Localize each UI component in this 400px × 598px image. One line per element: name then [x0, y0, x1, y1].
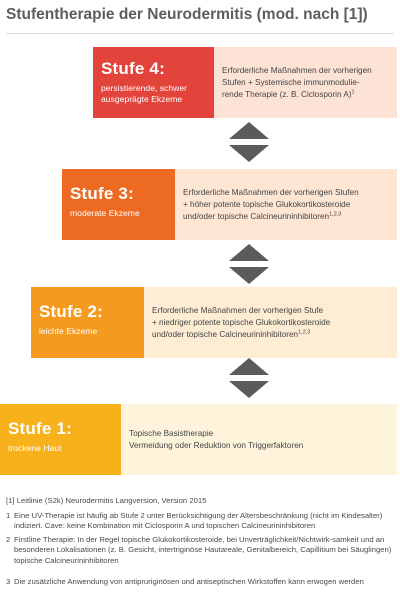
stage-2-measures: Erforderliche Maßnahmen der vorherigen Stufe + niedriger potente topische Glukokortikosteroide und/oder topische Calcineurininhibitoren$^{1,2,3}$	[144, 287, 397, 358]
footnote-ref: 1,2,3	[298, 328, 311, 335]
stage-1-title: Stufe 1:	[8, 419, 72, 438]
stage-1-description: trockene Haut	[8, 443, 62, 453]
stage-4-description: persistierende, schwer ausgeprägte Ekzeme	[101, 83, 187, 104]
stage-4-measures: Erforderliche Maßnahmen der vorherigen Stufen + Systemische immunmodulie- rende Therapie (z. B. Ciclosporin A)$^1$	[214, 47, 397, 118]
stage-4-box	[93, 47, 397, 118]
footnote-ref: 1	[351, 88, 355, 95]
stage-1-header	[0, 404, 121, 475]
stage-4-title: Stufe 4:	[101, 59, 165, 78]
stage-2-description: leichte Ekzeme	[39, 326, 98, 336]
page-title: Stufentherapie der Neurodermitis (mod. nach [1])	[6, 6, 368, 23]
stage-2-header	[31, 287, 144, 358]
footnote-reference: [1] Leitlinie (S2k) Neurodermitis Langversion, Version 2015	[6, 496, 207, 505]
double-arrow-icon	[228, 356, 270, 400]
stage-2-box	[31, 287, 397, 358]
stage-4-header	[93, 47, 214, 118]
stage-3-measures: Erforderliche Maßnahmen der vorherigen Stufen + höher potente topische Glukokortikosteroide und/oder topische Calcineurininhibitoren$^{1,2,3}$	[175, 169, 397, 240]
double-arrow-icon	[228, 120, 270, 164]
stage-1-measures: Topische Basistherapie Vermeidung oder Reduktion von Triggerfaktoren	[121, 404, 397, 475]
stage-3-title: Stufe 3:	[70, 184, 134, 203]
title-divider	[6, 33, 394, 34]
stage-2-title: Stufe 2:	[39, 302, 103, 321]
double-arrow-icon	[228, 242, 270, 286]
stage-3-box	[62, 169, 397, 240]
footnote-ref: 1,2,3	[329, 210, 342, 217]
stage-3-header	[62, 169, 175, 240]
footnote-2: 2 Firstline Therapie: In der Regel topische Glukokortikosteroide, bei Unverträglichkeit/Nichtwirk-samkeit und an besonderen Lokalisationen (z. B. Gesicht, intertriginöse Hautareale, Genitalbereich, Capillitium bei Säuglingen) topische Calcineurininhibitoren	[6, 535, 392, 565]
stage-3-description: moderate Ekzeme	[70, 208, 140, 218]
footnote-1: 1 Eine UV-Therapie ist häufig ab Stufe 2 unter Berücksichtigung der Altersbeschränkung (nicht im Kindesalter) indiziert. Cave: keine Kombination mit Ciclosporin A und topischen Calcineurininhibitoren	[6, 511, 383, 531]
stage-1-box	[0, 404, 397, 475]
footnote-3: 3 Die zusätzliche Anwendung von antipruriginösen und antiseptischen Wirkstoffen kann erwogen werden	[6, 577, 364, 586]
